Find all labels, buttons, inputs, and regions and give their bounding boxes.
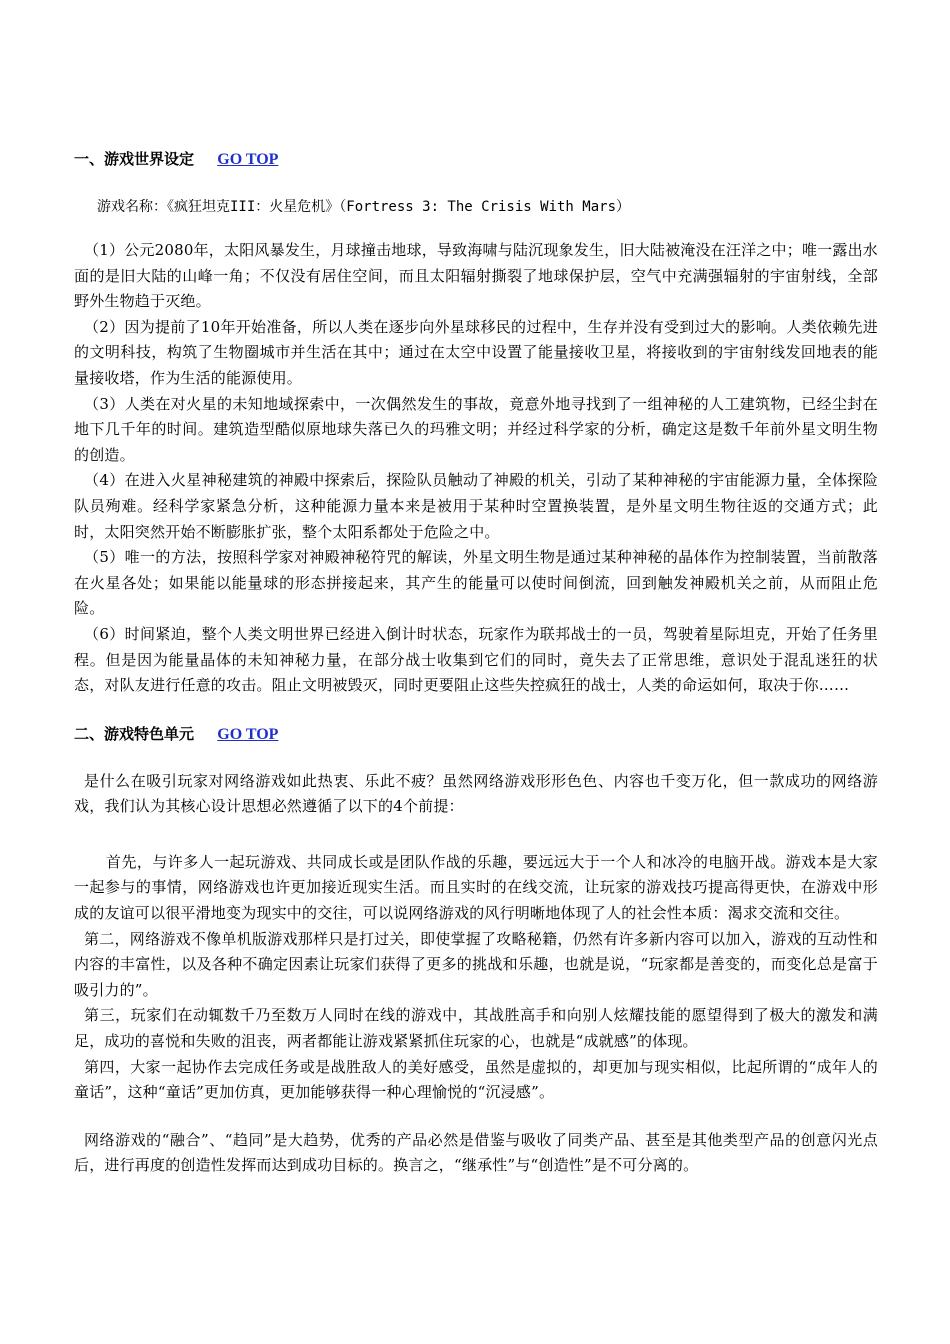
- world-paragraph-5: （5）唯一的方法，按照科学家对神殿神秘符咒的解读，外星文明生物是通过某种神秘的晶体作为控制装置，当前散落在火星各处；如果能以能量球的形态拼接起来，其产生的能量可以使时间倒流，回到触发神殿机关之前，从而阻止危险。: [74, 548, 878, 618]
- section2-heading: [74, 721, 878, 747]
- feature-point-4: 第四，大家一起协作去完成任务或是战胜敌人的美好感受，虽然是虚拟的，却更加与现实相似，比起所谓的“成年人的童话”，这种“童话”更加仿真，更加能够获得一种心理愉悦的“沉浸感”。: [74, 1057, 878, 1102]
- document-page: [74, 146, 878, 1179]
- world-paragraph-2: （2）因为提前了10年开始准备，所以人类在逐步向外星球移民的过程中，生存并没有受到过大的影响。人类依赖先进的文明科技，构筑了生物圈城市并生活在其中；通过在太空中设置了能量接收卫星，将接收到的宇宙射线发回地表的能量接收塔，作为生活的能源使用。: [74, 317, 878, 387]
- features-closing: 网络游戏的“融合”、“趋同”是大趋势，优秀的产品必然是借鉴与吸收了同类产品、甚至是其他类型产品的创意闪光点后，进行再度的创造性发挥而达到成功目标的。换言之，“继承性”与“创造性”是不可分离的。: [74, 1130, 878, 1175]
- section2-go-top-link[interactable]: GO TOP: [217, 725, 279, 743]
- world-paragraph-4: （4）在进入火星神秘建筑的神殿中探索后，探险队员触动了神殿的机关，引动了某种神秘的宇宙能源力量，全体探险队员殉难。经科学家紧急分析，这种能源力量本来是被用于某种时空置换装置，是外星文明生物往返的交通方式；此时，太阳突然开始不断膨胀扩张，整个太阳系都处于危险之中。: [74, 471, 878, 541]
- feature-point-3: 第三，玩家们在动辄数千乃至数万人同时在线的游戏中，其战胜高手和向别人炫耀技能的愿望得到了极大的激发和满足，成功的喜悦和失败的沮丧，两者都能让游戏紧紧抓住玩家的心，也就是“成就感”的体现。: [74, 1006, 878, 1051]
- world-paragraph-1: （1）公元2080年，太阳风暴发生，月球撞击地球，导致海啸与陆沉现象发生，旧大陆被淹没在汪洋之中；唯一露出水面的是旧大陆的山峰一角；不仅没有居住空间，而且太阳辐射撕裂了地球保护层，空气中充满强辐射的宇宙射线，全部野外生物趋于灭绝。: [74, 241, 878, 311]
- feature-point-1: 首先，与许多人一起玩游戏、共同成长或是团队作战的乐趣，要远远大于一个人和冰冷的电脑开战。游戏本是大家一起参与的事情，网络游戏也许更加接近现实生活。而且实时的在线交流，让玩家的游戏技巧提高得更快，在游戏中形成的友谊可以很平滑地变为现实中的交往，可以说网络游戏的风行明晰地体现了人的社会性本质：渴求交流和交往。: [74, 852, 878, 923]
- section2-title: 二、游戏特色单元: [74, 724, 195, 743]
- world-paragraph-3: （3）人类在对火星的未知地域探索中，一次偶然发生的事故，竟意外地寻找到了一组神秘的人工建筑物，已经尘封在地下几千年的时间。建筑造型酷似原地球失落已久的玛雅文明；并经过科学家的分析，确定这是数千年前外星文明生物的创造。: [74, 394, 878, 464]
- feature-point-2: 第二，网络游戏不像单机版游戏那样只是打过关，即使掌握了攻略秘籍，仍然有许多新内容可以加入，游戏的互动性和内容的丰富性，以及各种不确定因素让玩家们获得了更多的挑战和乐趣，也就是说，“玩家都是善变的，而变化总是富于吸引力的”。: [74, 929, 878, 999]
- features-intro: 是什么在吸引玩家对网络游戏如此热衷、乐此不疲？虽然网络游戏形形色色、内容也千变万化，但一款成功的网络游戏，我们认为其核心设计思想必然遵循了以下的4个前提：: [74, 771, 878, 816]
- section1-heading: [74, 146, 878, 172]
- world-paragraph-6: （6）时间紧迫，整个人类文明世界已经进入倒计时状态，玩家作为联邦战士的一员，驾驶着星际坦克，开始了任务里程。但是因为能量晶体的未知神秘力量，在部分战士收集到它们的同时，竟失去了正常思维，意识处于混乱迷狂的状态，对队友进行任意的攻击。阻止文明被毁灭，同时更要阻止这些失控疯狂的战士，人类的命运如何，取决于你……: [74, 624, 878, 695]
- section1-title: 一、游戏世界设定: [74, 150, 195, 168]
- section1-go-top-link[interactable]: GO TOP: [217, 151, 279, 168]
- game-name: 游戏名称：《疯狂坦克III：火星危机》（Fortress 3: The Crisis With Mars）: [97, 199, 631, 215]
